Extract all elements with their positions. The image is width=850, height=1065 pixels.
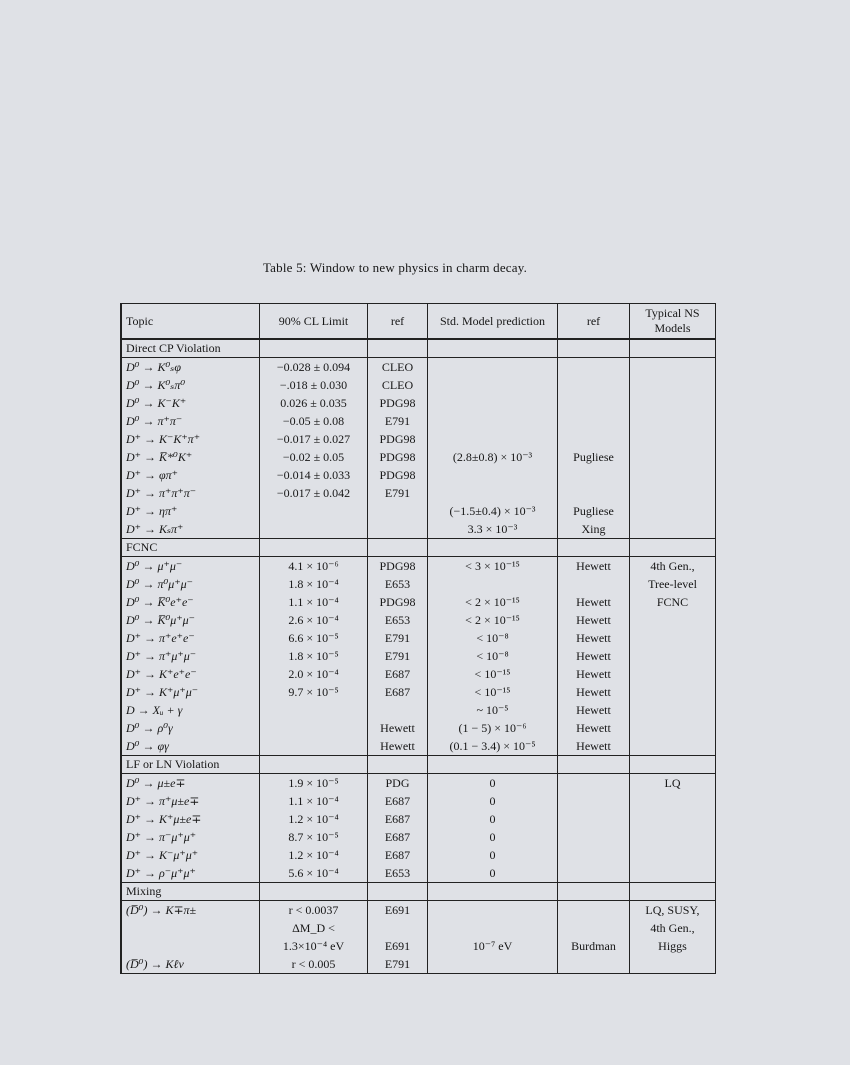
ref-cell <box>368 701 428 719</box>
models-cell <box>630 412 716 430</box>
sm-ref-cell <box>558 358 630 377</box>
limit-cell: r < 0.0037 <box>260 901 368 920</box>
table-row <box>122 665 716 683</box>
table-row <box>122 430 716 448</box>
decay-cell: (D̅⁰) → K∓π± <box>122 901 260 920</box>
limit-cell: 1.1 × 10⁻⁴ <box>260 792 368 810</box>
table-row <box>122 412 716 430</box>
ref-cell: PDG98 <box>368 430 428 448</box>
section-label: FCNC <box>122 539 260 557</box>
ref-cell: E791 <box>368 647 428 665</box>
ref-cell <box>368 502 428 520</box>
limit-cell: −0.02 ± 0.05 <box>260 448 368 466</box>
ref-cell: E691 <box>368 901 428 920</box>
ref-cell <box>368 919 428 937</box>
decay-cell: D⁰ → K̅⁰e⁺e⁻ <box>122 593 260 611</box>
table-row <box>122 502 716 520</box>
models-cell <box>630 520 716 539</box>
decay-cell: D → Xᵤ + γ <box>122 701 260 719</box>
decay-cell: D⁰ → π⁰μ⁺μ⁻ <box>122 575 260 593</box>
sm-ref-cell <box>558 575 630 593</box>
decay-cell: D⁰ → φγ <box>122 737 260 756</box>
ref-cell: Hewett <box>368 737 428 756</box>
table-row <box>122 575 716 593</box>
sm-prediction-cell: (1 − 5) × 10⁻⁶ <box>428 719 558 737</box>
sm-prediction-cell: 0 <box>428 774 558 793</box>
section-spacer-cell <box>558 539 630 557</box>
models-cell <box>630 701 716 719</box>
limit-cell: 5.6 × 10⁻⁴ <box>260 864 368 883</box>
decay-cell: D⁺ → φπ⁺ <box>122 466 260 484</box>
table-row <box>122 394 716 412</box>
models-cell <box>630 448 716 466</box>
limit-cell: 0.026 ± 0.035 <box>260 394 368 412</box>
sm-prediction-cell <box>428 919 558 937</box>
models-cell <box>630 737 716 756</box>
limit-cell: −0.05 ± 0.08 <box>260 412 368 430</box>
ref-cell: CLEO <box>368 376 428 394</box>
decay-cell: D⁺ → K⁺μ±e∓ <box>122 810 260 828</box>
ref-cell: E687 <box>368 846 428 864</box>
models-cell <box>630 466 716 484</box>
table-row <box>122 611 716 629</box>
decay-table <box>121 304 716 973</box>
sm-ref-cell: Pugliese <box>558 448 630 466</box>
section-spacer-cell <box>260 539 368 557</box>
decay-cell: D⁰ → μ±e∓ <box>122 774 260 793</box>
section-spacer-cell <box>260 339 368 358</box>
sm-prediction-cell: 0 <box>428 864 558 883</box>
sm-prediction-cell: < 10⁻¹⁵ <box>428 683 558 701</box>
ref-cell: E791 <box>368 955 428 973</box>
limit-cell: 6.6 × 10⁻⁵ <box>260 629 368 647</box>
ref-cell: E687 <box>368 792 428 810</box>
models-cell <box>630 647 716 665</box>
models-cell <box>630 358 716 377</box>
decay-cell <box>122 919 260 937</box>
ref-cell: E791 <box>368 484 428 502</box>
sm-ref-cell <box>558 792 630 810</box>
section-spacer-cell <box>428 339 558 358</box>
table-row <box>122 955 716 973</box>
sm-ref-cell <box>558 919 630 937</box>
sm-ref-cell: Hewett <box>558 647 630 665</box>
models-cell <box>630 376 716 394</box>
table-row <box>122 701 716 719</box>
header-row <box>122 304 716 339</box>
limit-cell: 1.9 × 10⁻⁵ <box>260 774 368 793</box>
section-row <box>122 339 716 358</box>
table-row <box>122 737 716 756</box>
table-row <box>122 647 716 665</box>
header-limit: 90% CL Limit <box>260 304 368 339</box>
sm-ref-cell <box>558 810 630 828</box>
table-row <box>122 774 716 793</box>
models-cell <box>630 810 716 828</box>
limit-cell: −0.017 ± 0.027 <box>260 430 368 448</box>
section-row <box>122 756 716 774</box>
sm-prediction-cell: (2.8±0.8) × 10⁻³ <box>428 448 558 466</box>
limit-cell <box>260 502 368 520</box>
sm-prediction-cell: < 10⁻⁸ <box>428 647 558 665</box>
table-row <box>122 919 716 937</box>
sm-prediction-cell: 0 <box>428 828 558 846</box>
ref-cell <box>368 520 428 539</box>
limit-cell <box>260 520 368 539</box>
sm-ref-cell: Hewett <box>558 593 630 611</box>
limit-cell: −0.017 ± 0.042 <box>260 484 368 502</box>
section-label: Direct CP Violation <box>122 339 260 358</box>
limit-cell: −.018 ± 0.030 <box>260 376 368 394</box>
sm-ref-cell <box>558 430 630 448</box>
table-row <box>122 864 716 883</box>
table-body <box>122 339 716 973</box>
limit-cell: 2.6 × 10⁻⁴ <box>260 611 368 629</box>
table-row <box>122 901 716 920</box>
table-row <box>122 846 716 864</box>
ref-cell: E791 <box>368 412 428 430</box>
decay-cell: D⁺ → K⁻μ⁺μ⁺ <box>122 846 260 864</box>
decay-cell: D⁰ → K̅⁰μ⁺μ⁻ <box>122 611 260 629</box>
table-row <box>122 719 716 737</box>
limit-cell: 8.7 × 10⁻⁵ <box>260 828 368 846</box>
sm-prediction-cell: 0 <box>428 792 558 810</box>
table-row <box>122 376 716 394</box>
models-cell <box>630 665 716 683</box>
sm-ref-cell <box>558 484 630 502</box>
ref-cell: CLEO <box>368 358 428 377</box>
sm-ref-cell: Hewett <box>558 665 630 683</box>
decay-cell: D⁺ → K⁺e⁺e⁻ <box>122 665 260 683</box>
ref-cell: PDG98 <box>368 448 428 466</box>
sm-prediction-cell <box>428 412 558 430</box>
section-spacer-cell <box>368 883 428 901</box>
models-cell: Tree-level <box>630 575 716 593</box>
sm-ref-cell <box>558 394 630 412</box>
sm-prediction-cell <box>428 394 558 412</box>
limit-cell <box>260 701 368 719</box>
section-spacer-cell <box>428 539 558 557</box>
section-spacer-cell <box>630 539 716 557</box>
models-cell: 4th Gen., <box>630 557 716 576</box>
decay-cell <box>122 937 260 955</box>
models-cell <box>630 484 716 502</box>
sm-prediction-cell: 3.3 × 10⁻³ <box>428 520 558 539</box>
table-row <box>122 484 716 502</box>
section-spacer-cell <box>558 756 630 774</box>
ref-cell: PDG98 <box>368 466 428 484</box>
models-cell <box>630 792 716 810</box>
sm-prediction-cell <box>428 358 558 377</box>
models-cell <box>630 683 716 701</box>
models-cell: LQ <box>630 774 716 793</box>
sm-prediction-cell <box>428 376 558 394</box>
ref-cell: PDG <box>368 774 428 793</box>
header-models: Typical NS Models <box>630 304 716 339</box>
limit-cell: −0.014 ± 0.033 <box>260 466 368 484</box>
models-cell <box>630 828 716 846</box>
table-row <box>122 937 716 955</box>
header-ref: ref <box>368 304 428 339</box>
decay-cell: D⁰ → K⁻K⁺ <box>122 394 260 412</box>
section-spacer-cell <box>558 339 630 358</box>
section-spacer-cell <box>368 339 428 358</box>
sm-prediction-cell: 0 <box>428 846 558 864</box>
section-spacer-cell <box>630 339 716 358</box>
limit-cell: 1.8 × 10⁻⁵ <box>260 647 368 665</box>
sm-prediction-cell: (−1.5±0.4) × 10⁻³ <box>428 502 558 520</box>
table-caption: Table 5: Window to new physics in charm decay. <box>262 260 528 275</box>
table-row <box>122 810 716 828</box>
limit-cell: r < 0.005 <box>260 955 368 973</box>
sm-prediction-cell: ~ 10⁻⁵ <box>428 701 558 719</box>
models-cell: LQ, SUSY, <box>630 901 716 920</box>
limit-cell: 1.1 × 10⁻⁴ <box>260 593 368 611</box>
ref-cell: PDG98 <box>368 394 428 412</box>
decay-cell: D⁺ → K⁺μ⁺μ⁻ <box>122 683 260 701</box>
decay-cell: D⁰ → K⁰ₛφ <box>122 358 260 377</box>
sm-ref-cell: Hewett <box>558 683 630 701</box>
table-row <box>122 358 716 377</box>
sm-ref-cell: Xing <box>558 520 630 539</box>
section-label: Mixing <box>122 883 260 901</box>
section-row <box>122 539 716 557</box>
ref-cell: PDG98 <box>368 557 428 576</box>
models-cell <box>630 394 716 412</box>
table-row <box>122 828 716 846</box>
limit-cell: 1.2 × 10⁻⁴ <box>260 810 368 828</box>
models-cell <box>630 629 716 647</box>
sm-ref-cell: Hewett <box>558 629 630 647</box>
models-cell <box>630 864 716 883</box>
section-spacer-cell <box>428 756 558 774</box>
limit-cell <box>260 719 368 737</box>
section-spacer-cell <box>630 883 716 901</box>
section-spacer-cell <box>558 883 630 901</box>
models-cell <box>630 955 716 973</box>
models-cell <box>630 611 716 629</box>
limit-cell: 2.0 × 10⁻⁴ <box>260 665 368 683</box>
sm-ref-cell <box>558 828 630 846</box>
header-sm-prediction: Std. Model prediction <box>428 304 558 339</box>
section-label: LF or LN Violation <box>122 756 260 774</box>
sm-prediction-cell: (0.1 − 3.4) × 10⁻⁵ <box>428 737 558 756</box>
section-spacer-cell <box>260 883 368 901</box>
sm-ref-cell: Hewett <box>558 611 630 629</box>
limit-cell <box>260 737 368 756</box>
section-spacer-cell <box>630 756 716 774</box>
decay-cell: (D̅⁰) → Kℓν <box>122 955 260 973</box>
sm-prediction-cell: < 10⁻⁸ <box>428 629 558 647</box>
models-cell: FCNC <box>630 593 716 611</box>
sm-ref-cell <box>558 466 630 484</box>
sm-prediction-cell <box>428 575 558 593</box>
table-row <box>122 593 716 611</box>
table-row <box>122 629 716 647</box>
ref-cell: E687 <box>368 828 428 846</box>
decay-cell: D⁺ → ηπ⁺ <box>122 502 260 520</box>
models-cell: 4th Gen., <box>630 919 716 937</box>
sm-prediction-cell <box>428 430 558 448</box>
ref-cell: E691 <box>368 937 428 955</box>
decay-cell: D⁺ → π⁺π⁺π⁻ <box>122 484 260 502</box>
sm-ref-cell: Pugliese <box>558 502 630 520</box>
limit-cell: ΔM_D < <box>260 919 368 937</box>
section-spacer-cell <box>260 756 368 774</box>
sm-prediction-cell: 10⁻⁷ eV <box>428 937 558 955</box>
sm-ref-cell <box>558 846 630 864</box>
sm-ref-cell <box>558 955 630 973</box>
ref-cell: Hewett <box>368 719 428 737</box>
sm-prediction-cell <box>428 484 558 502</box>
limit-cell: 1.3×10⁻⁴ eV <box>260 937 368 955</box>
ref-cell: PDG98 <box>368 593 428 611</box>
decay-cell: D⁺ → π⁺e⁺e⁻ <box>122 629 260 647</box>
decay-cell: D⁺ → K̅*⁰K⁺ <box>122 448 260 466</box>
decay-cell: D⁺ → π⁺μ⁺μ⁻ <box>122 647 260 665</box>
sm-ref-cell: Hewett <box>558 557 630 576</box>
section-spacer-cell <box>368 539 428 557</box>
sm-ref-cell: Hewett <box>558 737 630 756</box>
ref-cell: E653 <box>368 575 428 593</box>
physics-table <box>120 303 716 974</box>
sm-ref-cell: Hewett <box>558 719 630 737</box>
decay-cell: D⁰ → μ⁺μ⁻ <box>122 557 260 576</box>
sm-prediction-cell: < 3 × 10⁻¹⁵ <box>428 557 558 576</box>
limit-cell: 1.2 × 10⁻⁴ <box>260 846 368 864</box>
ref-cell: E653 <box>368 864 428 883</box>
ref-cell: E687 <box>368 683 428 701</box>
section-row <box>122 883 716 901</box>
sm-prediction-cell: 0 <box>428 810 558 828</box>
sm-ref-cell <box>558 412 630 430</box>
limit-cell: −0.028 ± 0.094 <box>260 358 368 377</box>
models-cell <box>630 719 716 737</box>
sm-prediction-cell <box>428 901 558 920</box>
ref-cell: E687 <box>368 665 428 683</box>
ref-cell: E791 <box>368 629 428 647</box>
sm-ref-cell: Hewett <box>558 701 630 719</box>
sm-prediction-cell: < 2 × 10⁻¹⁵ <box>428 593 558 611</box>
decay-cell: D⁰ → K⁰ₛπ⁰ <box>122 376 260 394</box>
table-row <box>122 683 716 701</box>
sm-prediction-cell: < 2 × 10⁻¹⁵ <box>428 611 558 629</box>
sm-prediction-cell: < 10⁻¹⁵ <box>428 665 558 683</box>
decay-cell: D⁺ → K⁻K⁺π⁺ <box>122 430 260 448</box>
header-topic: Topic <box>122 304 260 339</box>
models-cell <box>630 846 716 864</box>
models-cell <box>630 502 716 520</box>
table-row <box>122 792 716 810</box>
table-row <box>122 520 716 539</box>
decay-cell: D⁺ → Kₛπ⁺ <box>122 520 260 539</box>
header-sm-ref: ref <box>558 304 630 339</box>
section-spacer-cell <box>428 883 558 901</box>
decay-cell: D⁺ → π⁻μ⁺μ⁺ <box>122 828 260 846</box>
models-cell: Higgs <box>630 937 716 955</box>
table-row <box>122 466 716 484</box>
sm-prediction-cell <box>428 955 558 973</box>
sm-ref-cell <box>558 774 630 793</box>
sm-ref-cell <box>558 864 630 883</box>
decay-cell: D⁰ → ρ⁰γ <box>122 719 260 737</box>
decay-cell: D⁺ → ρ⁻μ⁺μ⁺ <box>122 864 260 883</box>
section-spacer-cell <box>368 756 428 774</box>
sm-ref-cell <box>558 901 630 920</box>
sm-ref-cell: Burdman <box>558 937 630 955</box>
limit-cell: 9.7 × 10⁻⁵ <box>260 683 368 701</box>
sm-ref-cell <box>558 376 630 394</box>
ref-cell: E687 <box>368 810 428 828</box>
limit-cell: 1.8 × 10⁻⁴ <box>260 575 368 593</box>
decay-cell: D⁰ → π⁺π⁻ <box>122 412 260 430</box>
sm-prediction-cell <box>428 466 558 484</box>
ref-cell: E653 <box>368 611 428 629</box>
limit-cell: 4.1 × 10⁻⁶ <box>260 557 368 576</box>
decay-cell: D⁺ → π⁺μ±e∓ <box>122 792 260 810</box>
table-row <box>122 557 716 576</box>
models-cell <box>630 430 716 448</box>
table-row <box>122 448 716 466</box>
